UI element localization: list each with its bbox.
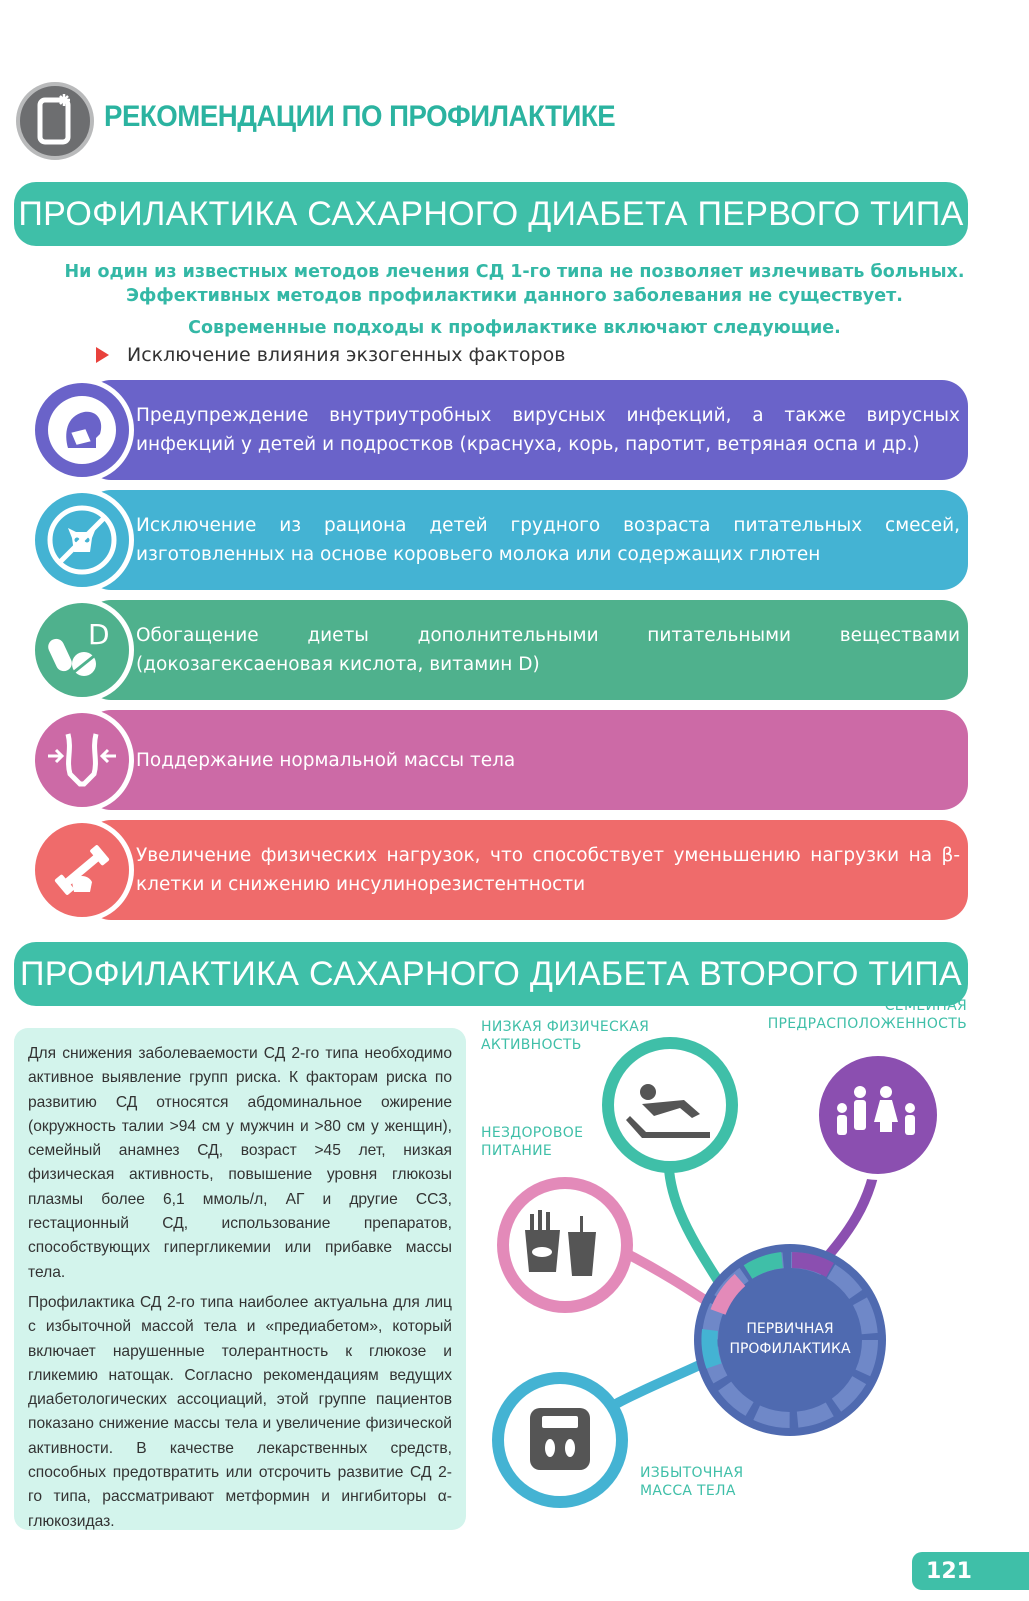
- label-diet: [481, 1124, 583, 1160]
- page-number: 121: [912, 1552, 986, 1590]
- label-diet-line2: ПИТАНИЕ: [481, 1143, 553, 1159]
- section1-title: ПРОФИЛАКТИКА САХАРНОГО ДИАБЕТА ПЕРВОГО ТИПА: [14, 182, 968, 246]
- prevention-item-diet: [30, 490, 968, 590]
- scales-icon: [530, 1408, 590, 1470]
- label-low-activity-line2: АКТИВНОСТЬ: [481, 1037, 582, 1053]
- label-family-line2: ПРЕДРАСПОЛОЖЕННОСТЬ: [767, 1016, 967, 1032]
- item-text: Увеличение физических нагрузок, что способствует уменьшению нагрузки на β-клетки и снижению инсулинорезистентности: [136, 845, 960, 895]
- label-low-activity-line1: НИЗКАЯ ФИЗИЧЕСКАЯ: [481, 1019, 650, 1035]
- page-title: РЕКОМЕНДАЦИИ ПО ПРОФИЛАКТИКЕ: [104, 100, 616, 133]
- no-cow-icon: [30, 488, 134, 592]
- face-mask-icon: [30, 378, 134, 482]
- waist-icon: [30, 708, 134, 812]
- label-diet-line1: НЕЗДОРОВОЕ: [481, 1125, 584, 1141]
- item-text: Поддержание нормальной массы тела: [136, 749, 516, 771]
- triangle-bullet-icon: [96, 347, 109, 363]
- label-weight-line2: МАССА ТЕЛА: [640, 1483, 736, 1499]
- vitamin-d-pills-icon: [30, 598, 134, 702]
- center-label-line2: ПРОФИЛАКТИКА: [729, 1341, 851, 1357]
- item-text: Исключение из рациона детей грудного возраста питательных смесей, изготовленных на основе коровьего молока или содержащих глютен: [136, 515, 960, 565]
- paragraph-2: Профилактика СД 2-го типа наиболее актуальна для лиц с избыточной массой тела и «предиабетом», который включает нарушенные толерантность к глюкозе и гликемию натощак. Согласно рекомендациям ведущих диабетологических ассоциаций, этой группе пациентов показано снижение массы тела и увеличение физической активности. В качестве лекарственных средств, способных предотвратить или отсрочить развитие СД 2-го типа, рассматривают метформин и ингибиторы α-глюкозидаз.: [28, 1293, 452, 1530]
- prevention-item-activity: [30, 820, 968, 920]
- label-family: [768, 997, 967, 1033]
- prevention-item-supplements: [30, 600, 968, 700]
- document-alert-icon: [16, 82, 94, 160]
- intro-line-2: Эффективных методов профилактики данного заболевания не существует.: [126, 286, 903, 306]
- dumbbell-icon: [30, 818, 134, 922]
- section2-title: ПРОФИЛАКТИКА САХАРНОГО ДИАБЕТА ВТОРОГО ТИПА: [14, 942, 968, 1006]
- item-text: Обогащение диеты дополнительными питательными веществами (докозагексаеновая кислота, витамин D): [136, 625, 960, 675]
- label-weight: [640, 1464, 743, 1500]
- bullet-item: [96, 344, 565, 366]
- prevention-item-weight: [30, 710, 968, 810]
- diet-circle: [503, 1183, 627, 1307]
- svg-text:D: D: [88, 618, 110, 651]
- label-family-line1: СЕМЕЙНАЯ: [884, 998, 967, 1014]
- center-label-line1: ПЕРВИЧНАЯ: [746, 1321, 834, 1337]
- bullet-text: Исключение влияния экзогенных факторов: [127, 344, 566, 366]
- intro-line-3: Современные подходы к профилактике включают следующие.: [188, 318, 841, 338]
- label-low-activity: [481, 1018, 649, 1054]
- risk-factors-text-box: [14, 1028, 466, 1530]
- intro-line-1: Ни один из известных методов лечения СД 1-го типа не позволяет излечивать больных.: [64, 262, 965, 282]
- label-weight-line1: ИЗБЫТОЧНАЯ: [640, 1465, 744, 1481]
- prevention-item-infections: [30, 380, 968, 480]
- primary-prevention-diagram: [470, 1000, 1010, 1540]
- paragraph-1: Для снижения заболеваемости СД 2-го типа необходимо активное выявление групп риска. К факторам риска по развитию СД относятся абдоминальное ожирение (окружность талии >94 см у мужчин и >80 см у женщин), семейный анамнез СД, возраст >45 лет, низкая физическая активность, повышение уровня глюкозы плазмы более 6,1 ммоль/л, АГ и другие ССЗ, гестационный СД, использование препаратов, способствующих гипергликемии или прибавке массы тела.: [28, 1045, 452, 1281]
- item-text: Предупреждение внутриутробных вирусных инфекций, а также вирусных инфекций у детей и подростков (краснуха, корь, паротит, ветряная оспа и др.): [136, 405, 960, 455]
- center-circle: [694, 1244, 886, 1436]
